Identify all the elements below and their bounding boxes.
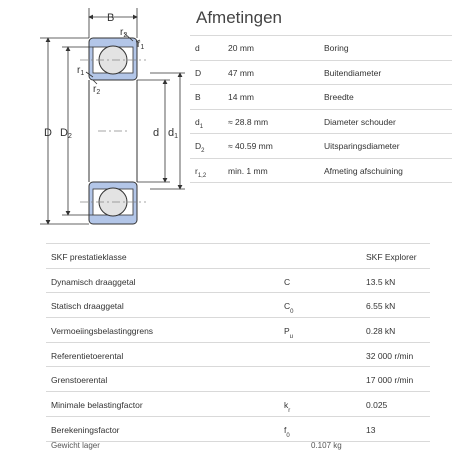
weight-row	[0, 439, 458, 455]
dimension-row	[190, 61, 452, 86]
property-symbol: C	[284, 276, 291, 287]
property-row	[46, 292, 430, 317]
bearing-bottom-section	[89, 182, 137, 224]
property-label: Dynamisch draaggetal	[51, 276, 136, 287]
subscript: u	[289, 334, 294, 341]
dimension-row	[190, 85, 452, 110]
dimension-description: Diameter schouder	[324, 116, 396, 127]
bearing-top-section	[89, 38, 137, 80]
property-value: SKF Explorer	[366, 252, 417, 262]
property-value: 17 000 r/min	[366, 375, 414, 386]
property-symbol: P u	[284, 326, 294, 341]
property-row	[46, 342, 430, 367]
property-label: Minimale belastingfactor	[51, 400, 143, 411]
property-row	[46, 317, 430, 342]
dimension-value: ≈ 28.8 mm	[228, 116, 269, 127]
label-B: B	[107, 12, 115, 24]
dimensions-title: Afmetingen	[196, 8, 282, 27]
subscript: 1	[199, 123, 204, 130]
dimension-value: min. 1 mm	[228, 165, 268, 176]
dimension-symbol: D 2	[195, 141, 205, 154]
label-D: D	[44, 127, 52, 139]
center-lines	[80, 60, 146, 202]
property-label: Grenstoerental	[51, 375, 108, 386]
property-value: 13.5 kN	[366, 276, 396, 287]
label-r2-left: $r_2$	[93, 84, 101, 96]
dimension-description: Buitendiameter	[324, 67, 382, 78]
property-label: Vermoeiingsbelastinggrens	[51, 326, 154, 337]
weight-label: Gewicht lager	[51, 441, 100, 450]
dimension-symbol: D	[195, 67, 202, 78]
dimension-row	[190, 35, 452, 61]
dimension-row	[190, 159, 452, 184]
property-symbol: f 0	[284, 424, 290, 439]
label-d: d	[153, 127, 160, 139]
dimension-description: Breedte	[324, 92, 354, 102]
dimension-value: 47 mm	[228, 67, 254, 78]
dimension-description: Boring	[324, 43, 349, 53]
property-label: Berekeningsfactor	[51, 424, 120, 435]
property-value: 0.28 kN	[366, 326, 396, 337]
label-D2: D2	[60, 127, 72, 140]
property-label: Statisch draaggetal	[51, 301, 124, 312]
property-value: 0.025	[366, 400, 388, 411]
dimension-symbol: d 1	[195, 116, 204, 130]
property-row	[46, 366, 430, 391]
property-value: 13	[366, 424, 376, 435]
properties-table	[46, 243, 430, 442]
property-row	[46, 243, 430, 268]
label-r1-left: $r_1$	[77, 65, 85, 77]
subscript: 0	[290, 309, 294, 316]
label-r2-top: $r_2$	[120, 27, 128, 39]
property-row	[46, 391, 430, 416]
subscript: 0	[286, 432, 290, 439]
dimension-symbol: d	[195, 43, 200, 53]
dimension-symbol: B	[195, 92, 201, 102]
subscript: 1,2	[197, 172, 207, 179]
dimension-symbol: r 1,2	[195, 165, 207, 179]
dimension-value: ≈ 40.59 mm	[228, 141, 273, 151]
dimension-row	[190, 134, 452, 159]
property-symbol: k r	[284, 400, 291, 415]
weight-value: 0.107 kg	[311, 441, 342, 450]
dimension-value: 14 mm	[228, 92, 254, 102]
bearing-drawing	[0, 0, 190, 232]
property-label: Referentietoerental	[51, 350, 124, 361]
dimension-description: Afmeting afschuining	[324, 165, 403, 176]
dimension-row	[190, 110, 452, 135]
subscript: r	[288, 408, 291, 415]
property-value: 6.55 kN	[366, 301, 396, 312]
dimension-description: Uitsparingsdiameter	[324, 141, 400, 151]
label-d1: d1	[168, 127, 179, 140]
dimensions-table	[190, 35, 452, 183]
label-r1-top: $r_1$	[137, 39, 145, 51]
property-row	[46, 268, 430, 293]
property-label: SKF prestatieklasse	[51, 252, 127, 262]
property-value: 32 000 r/min	[366, 350, 414, 361]
property-symbol: C 0	[284, 301, 294, 316]
property-row	[46, 416, 430, 442]
dimension-value: 20 mm	[228, 43, 254, 53]
subscript: 2	[201, 148, 205, 154]
